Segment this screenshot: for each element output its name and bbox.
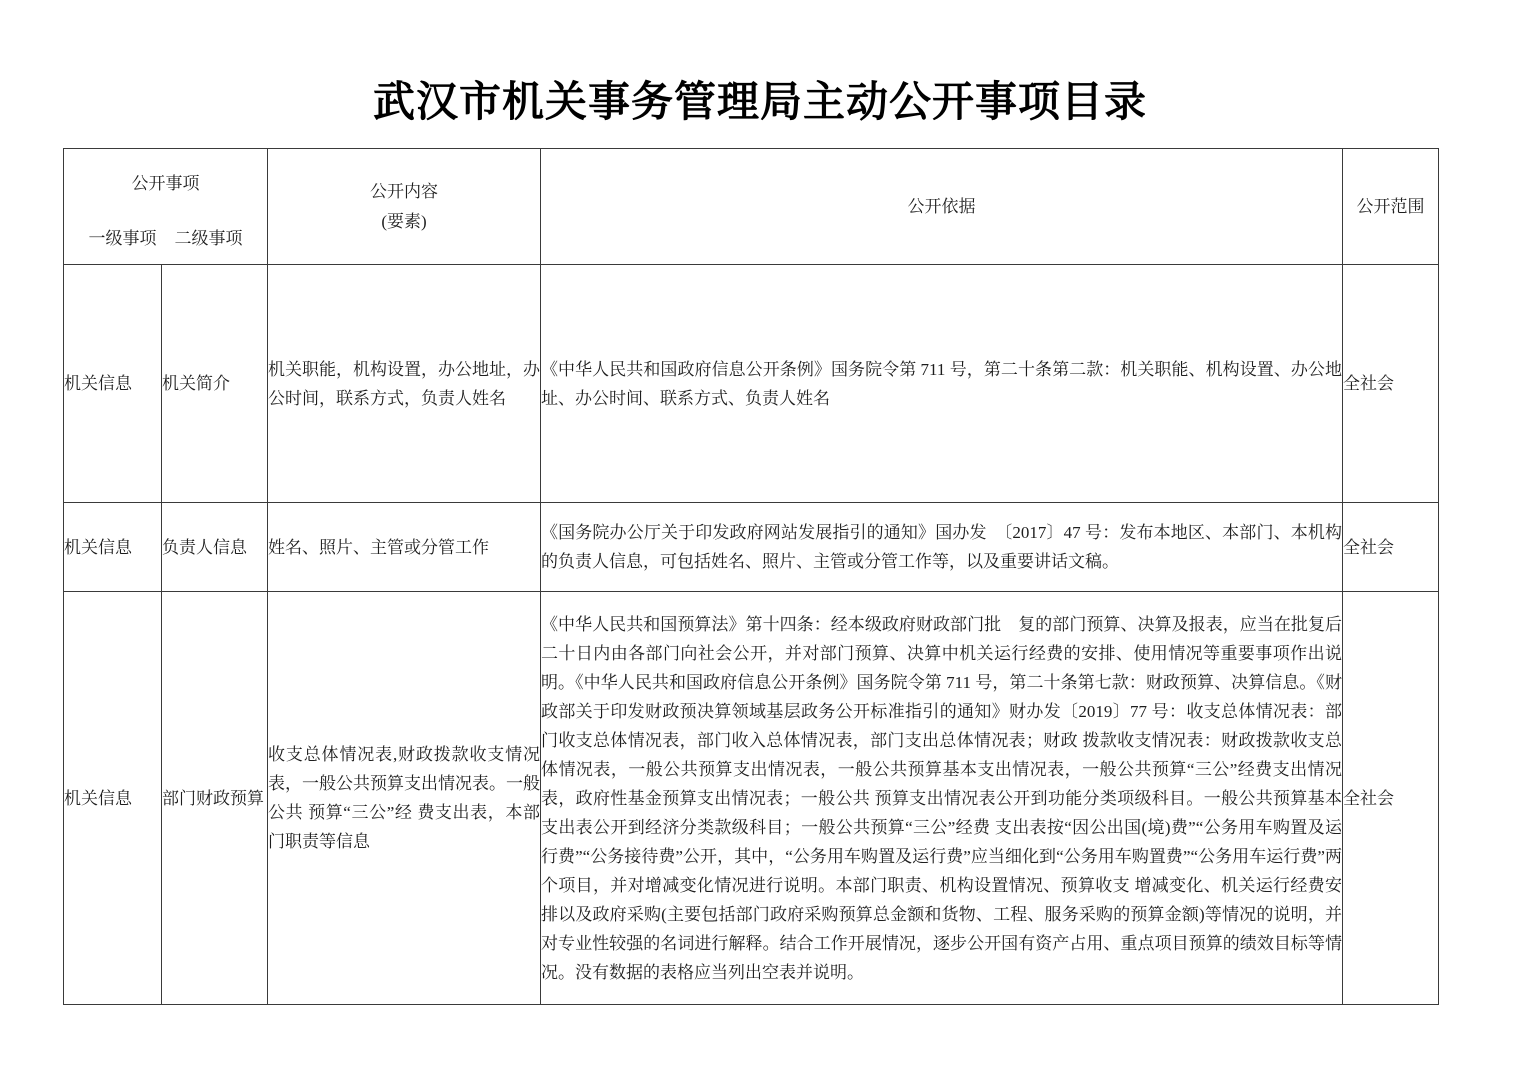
header-cell-scope: 公开范围 <box>1343 149 1439 265</box>
cell-level2-item: 机关简介 <box>162 265 268 503</box>
table-row <box>64 503 1439 592</box>
cell-disclosure-scope: 全社会 <box>1343 503 1439 592</box>
header-content-inner <box>268 177 540 237</box>
cell-level1-item: 机关信息 <box>64 592 162 1005</box>
cell-disclosure-basis: 《中华人民共和国预算法》第十四条：经本级政府财政部门批 复的部门预算、决算及报表，应当在批复后二十日内由各部门向社会公开，并对部门预算、决算中机关运行经费的安排、使用情况等重要事项作出说明。《中华人民共和国政府信息公开条例》国务院令第 711 号，第二十条第七款：财政预算、决算信息。《财政部关于印发财政预决算领域基层政务公开标准指引的通知》财办发〔2019〕77 号：收支总体情况表：部门收支总体情况表，部门收入总体情况表，部门支出总体情况表；财政 拨款收支情况表：财政拨款收支总体情况表，一般公共预算支出情况表，一般公共预算基本支出情况表，一般公共预算“三公”经费支出情况表，政府性基金预算支出情况表；一般公共 预算支出情况表公开到功能分类项级科目。一般公共预算基本 支出表公开到经济分类款级科目；一般公共预算“三公”经费 支出表按“因公出国(境)费”“公务用车购置及运行费”“公务接待费”公开，其中，“公务用车购置及运行费”应当细化到“公务用车购置费”“公务用车运行费”两个项目，并对增减变化情况进行说明。本部门职责、机构设置情况、预算收支 增减变化、机关运行经费安排以及政府采购(主要包括部门政府采购预算总金额和货物、工程、服务采购的预算金额)等情况的说明，并对专业性较强的名词进行解释。结合工作开展情况，逐步公开国有资产占用、重点项目预算的绩效目标等情况。没有数据的表格应当列出空表并说明。 <box>541 592 1343 1005</box>
header-content-label: 公开内容 <box>370 181 438 201</box>
cell-disclosure-content: 姓名、照片、主管或分管工作 <box>268 503 541 592</box>
header-cell-basis: 公开依据 <box>541 149 1343 265</box>
header-cell-items <box>64 149 268 265</box>
header-level2-label: 二级事项 <box>174 229 243 248</box>
table-row <box>64 265 1439 503</box>
header-cell-content <box>268 149 541 265</box>
cell-disclosure-scope: 全社会 <box>1343 265 1439 503</box>
cell-disclosure-basis: 《中华人民共和国政府信息公开条例》国务院令第 711 号，第二十条第二款：机关职能、机构设置、办公地址、办公时间、联系方式、负责人姓名 <box>541 265 1343 503</box>
cell-level2-item: 部门财政预算 <box>162 592 268 1005</box>
page-title: 武汉市机关事务管理局主动公开事项目录 <box>372 80 1147 126</box>
cell-level2-item: 负责人信息 <box>162 503 268 592</box>
disclosure-catalog-table <box>63 148 1439 1005</box>
cell-disclosure-content: 收支总体情况表,财政拨款收支情况表，一般公共预算支出情况表。一般公共 预算“三公”经 费支出表，本部门职责等信息 <box>268 592 541 1005</box>
header-items-group-label: 公开事项 <box>131 174 200 193</box>
cell-disclosure-scope: 全社会 <box>1343 592 1439 1005</box>
cell-level1-item: 机关信息 <box>64 503 162 592</box>
header-items-sublabels <box>89 224 243 253</box>
cell-level1-item: 机关信息 <box>64 265 162 503</box>
cell-disclosure-content: 机关职能，机构设置，办公地址，办公时间，联系方式，负责人姓名 <box>268 265 541 503</box>
header-items-inner <box>64 149 267 264</box>
table-row <box>64 592 1439 1005</box>
table-header-row <box>64 149 1439 265</box>
header-level1-label: 一级事项 <box>88 229 157 248</box>
cell-disclosure-basis: 《国务院办公厅关于印发政府网站发展指引的通知》国办发 〔2017〕47 号：发布本地区、本部门、本机构的负责人信息，可包括姓名、照片、主管或分管工作等，以及重要讲话文稿。 <box>541 503 1343 592</box>
header-content-sublabel: (要素) <box>381 211 427 231</box>
